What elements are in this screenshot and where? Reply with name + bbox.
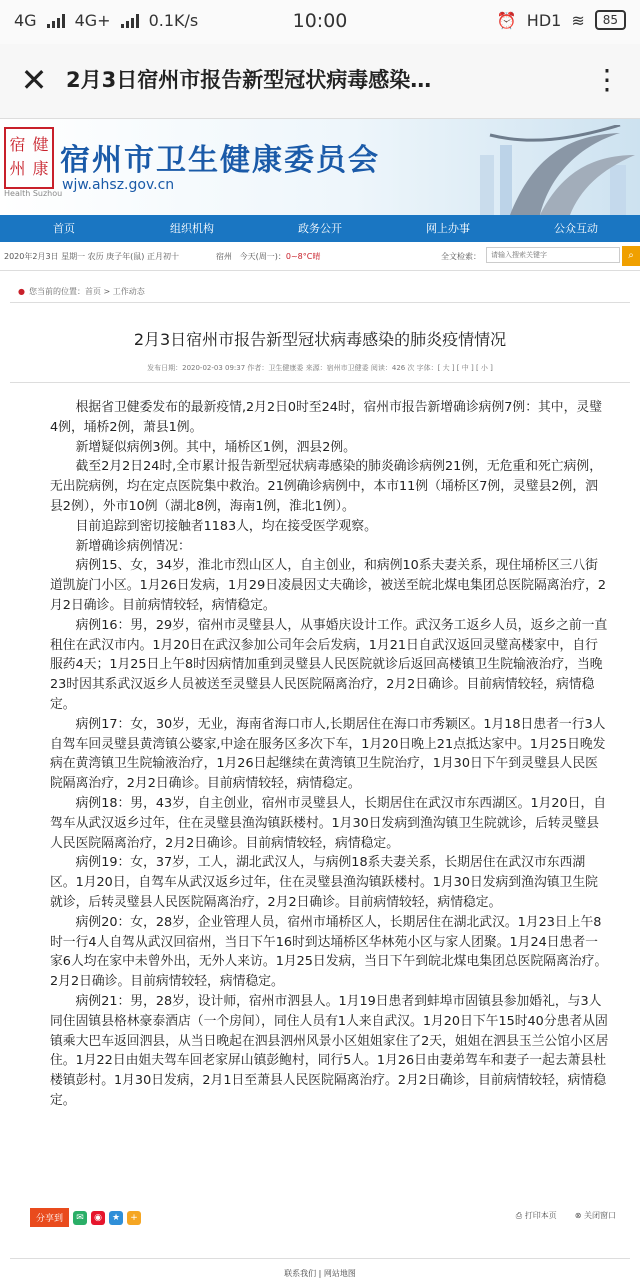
paragraph: 病例21：男，28岁，设计师，宿州市泗县人。1月19日患者到蚌埠市固镇县参加婚礼，与3人同住固镇县格林豪泰酒店（一个房间），同住人员有1人来自武汉。1月20日下午15时40分患者从固镇乘大巴车返回泗县，从当日晚起在泗县泗州风景小区姐姐家住了2天，姐姐在泗县玉兰公馆小区居住。1月22日由姐夫驾车回老家屏山镇彭鲍村，同行5人。1月26日由妻弟驾车和妻子一起去萧县杜楼镇彭村。1月30日发病，2月1日至萧县人民医院隔离治疗。2月2日确诊，目前病情较轻，病情稳定。 (50, 993, 609, 1108)
nav-home[interactable]: 首页 (53, 222, 75, 235)
search-label: 全文检索： (441, 252, 481, 261)
paragraph: 新增疑似病例3例。其中，埇桥区1例，泗县2例。 (75, 439, 356, 455)
logo-char: 康 (32, 159, 49, 178)
paragraph: 病例16：男，29岁，宿州市灵璧县人，从事婚庆设计工作。武汉务工返乡人员，返乡之前一直租住在武汉市内。1月20日在武汉参加公司年会后发病，1月21日自武汉返回灵璧高楼家中，自行服药4天；1月25日上午8时因病情加重到灵璧县人民医院就诊后返回高楼镇卫生院输液治疗，当晚23时因其系武汉返乡人员被送至灵璧县人民医院隔离治疗，2月2日确诊。目前病情较轻，病情稳定。 (50, 617, 608, 712)
network-label-2: 4G+ (74, 11, 111, 30)
weather-label: 今天(周一)： (239, 252, 286, 261)
app-bar (0, 44, 640, 119)
site-name: 宿州市卫生健康委员会 (60, 143, 380, 178)
nav-public-interaction[interactable]: 公众互动 (554, 222, 598, 235)
logo-char: 健 (32, 135, 49, 154)
network-speed: 0.1K/s (148, 11, 199, 30)
weibo-icon[interactable]: ◉ (91, 1211, 105, 1225)
status-bar (0, 0, 640, 44)
close-window-button[interactable] (575, 1210, 616, 1221)
sculpture-illustration (470, 125, 640, 215)
alarm-icon: ⏰ (496, 10, 517, 30)
close-window-label: 关闭窗口 (584, 1211, 616, 1220)
divider (10, 302, 630, 303)
logo-subtitle: Health Suzhou (4, 189, 63, 198)
weather-city: 宿州 (216, 252, 232, 261)
search-input[interactable] (486, 247, 620, 263)
weather (216, 251, 320, 262)
search-button[interactable] (622, 246, 640, 266)
network-label-1: 4G (14, 11, 37, 30)
share-button[interactable]: 分享到 (30, 1208, 69, 1227)
wifi-icon: ≋ (571, 10, 585, 30)
main-nav (0, 215, 640, 242)
qzone-icon[interactable]: ★ (109, 1211, 123, 1225)
page-title: 2月3日宿州市报告新型冠状病毒感染… (66, 68, 432, 92)
article-title: 2月3日宿州市报告新型冠状病毒感染的肺炎疫情情况 (133, 330, 507, 349)
date-text: 2020年2月3日 星期一 农历 庚子年(鼠) 正月初十 (4, 252, 179, 261)
site-logo[interactable] (4, 127, 54, 189)
footer-links[interactable]: 联系我们 | 网站地图 (284, 1269, 356, 1278)
battery-level: 85 (602, 13, 618, 27)
paragraph: 病例19：女，37岁，工人，湖北武汉人，与病例18系夫妻关系，长期居住在武汉市东西湖区。1月20日，自驾车从武汉返乡过年，住在灵璧县渔沟镇跃楼村。1月30日发病到渔沟镇卫生院就诊，后转灵璧县人民医院隔离治疗，2月2日确诊。目前病情较轻，病情稳定。 (50, 855, 598, 910)
site-url: wjw.ahsz.gov.cn (62, 177, 175, 193)
article-meta: 发布日期：2020-02-03 09:37 作者：卫生健康委 来源：宿州市卫健委 阅读：426 次 字体：[ 大 ] [ 中 ] [ 小 ] (147, 364, 493, 372)
print-icon: ⎙ (515, 1211, 523, 1220)
nav-government-affairs[interactable]: 政务公开 (298, 222, 342, 235)
clock: 10:00 (292, 10, 348, 32)
location-pin-icon: ● (18, 287, 25, 296)
paragraph: 截至2月2日24时,全市累计报告新型冠状病毒感染的肺炎确诊病例21例，无危重和死亡病例，无出院病例，均在定点医院集中救治。21例确诊病例中，本市11例（埇桥区7例，灵璧县2例，泗县2例），外市10例（湖北8例，海南1例，淮北1例）。 (50, 459, 602, 514)
wechat-icon[interactable]: ✉ (73, 1211, 87, 1225)
paragraph: 病例17：女，30岁，无业，海南省海口市人,长期居住在海口市秀颖区。1月18日患者一行3人自驾车回灵璧县黄湾镇公婆家,中途在服务区多次下车，1月20日晚上21点抵达家中。1月25日晚发病在黄湾镇卫生院输液治疗，1月26日起继续在黄湾镇卫生院治疗，1月30日下午到灵璧县人民医院隔离治疗，2月2日确诊。目前病情较轻，病情稳定。 (50, 716, 606, 792)
paragraph: 根据省卫健委发布的最新疫情,2月2日0时至24时，宿州市报告新增确诊病例7例：其中，灵璧4例，埇桥2例，萧县1例。 (50, 400, 602, 435)
breadcrumb (18, 286, 145, 297)
nav-online-services[interactable]: 网上办事 (426, 222, 470, 235)
site-banner (0, 119, 640, 215)
share-bar (30, 1208, 141, 1227)
weather-temp: 0~8°C晴 (285, 252, 321, 261)
paragraph: 新增确诊病例情况： (75, 538, 191, 554)
breadcrumb-text[interactable]: 您当前的位置：首页 > 工作动态 (28, 287, 145, 296)
more-vertical-icon[interactable]: ⋮ (593, 63, 621, 96)
article-body (50, 398, 610, 1111)
battery-icon (595, 10, 626, 30)
divider (10, 382, 630, 383)
divider (10, 1258, 630, 1259)
paragraph: 目前追踪到密切接触者1183人，均在接受医学观察。 (75, 518, 377, 534)
paragraph: 病例20：女，28岁，企业管理人员，宿州市埇桥区人，长期居住在湖北武汉。1月23日上午8时一行4人自驾从武汉回宿州，当日下午16时到达埇桥区华林苑小区与家人团聚。1月24日患者一家6人均在家中未曾外出，无外人来访。1月25日发病，当日下午到皖北煤电集团总医院隔离治疗。2月2日确诊。目前病情较轻，病情稳定。 (50, 914, 608, 990)
print-button[interactable] (516, 1210, 557, 1221)
logo-char: 宿 (9, 135, 26, 154)
logo-char: 州 (9, 159, 26, 178)
close-circle-icon: ⊗ (574, 1211, 582, 1220)
info-bar (0, 242, 640, 271)
hd-label: HD1 (526, 10, 562, 30)
nav-organization[interactable]: 组织机构 (170, 222, 214, 235)
paragraph: 病例18：男，43岁，自主创业，宿州市灵璧县人，长期居住在武汉市东西湖区。1月20日，自驾车从武汉返乡过年，住在灵璧县渔沟镇跃楼村。1月30日发病到渔沟镇卫生院就诊，后转灵璧县人民医院隔离治疗，2月2日确诊。目前病情较轻，病情稳定。 (50, 795, 607, 851)
close-icon[interactable]: ✕ (20, 61, 48, 99)
article-tools (516, 1210, 616, 1221)
paragraph: 病例15、女，34岁，淮北市烈山区人，自主创业，和病例10系夫妻关系，现住埇桥区三八街道凯旋门小区。1月26日发病，1月29日凌晨因丈夫确诊，被送至皖北煤电集团总医院隔离治疗，2月2日确诊。目前病情较轻，病情稳定。 (50, 558, 607, 613)
search-icon: ⌕ (628, 250, 634, 261)
print-label: 打印本页 (524, 1211, 557, 1220)
plus-icon[interactable]: + (127, 1211, 141, 1225)
